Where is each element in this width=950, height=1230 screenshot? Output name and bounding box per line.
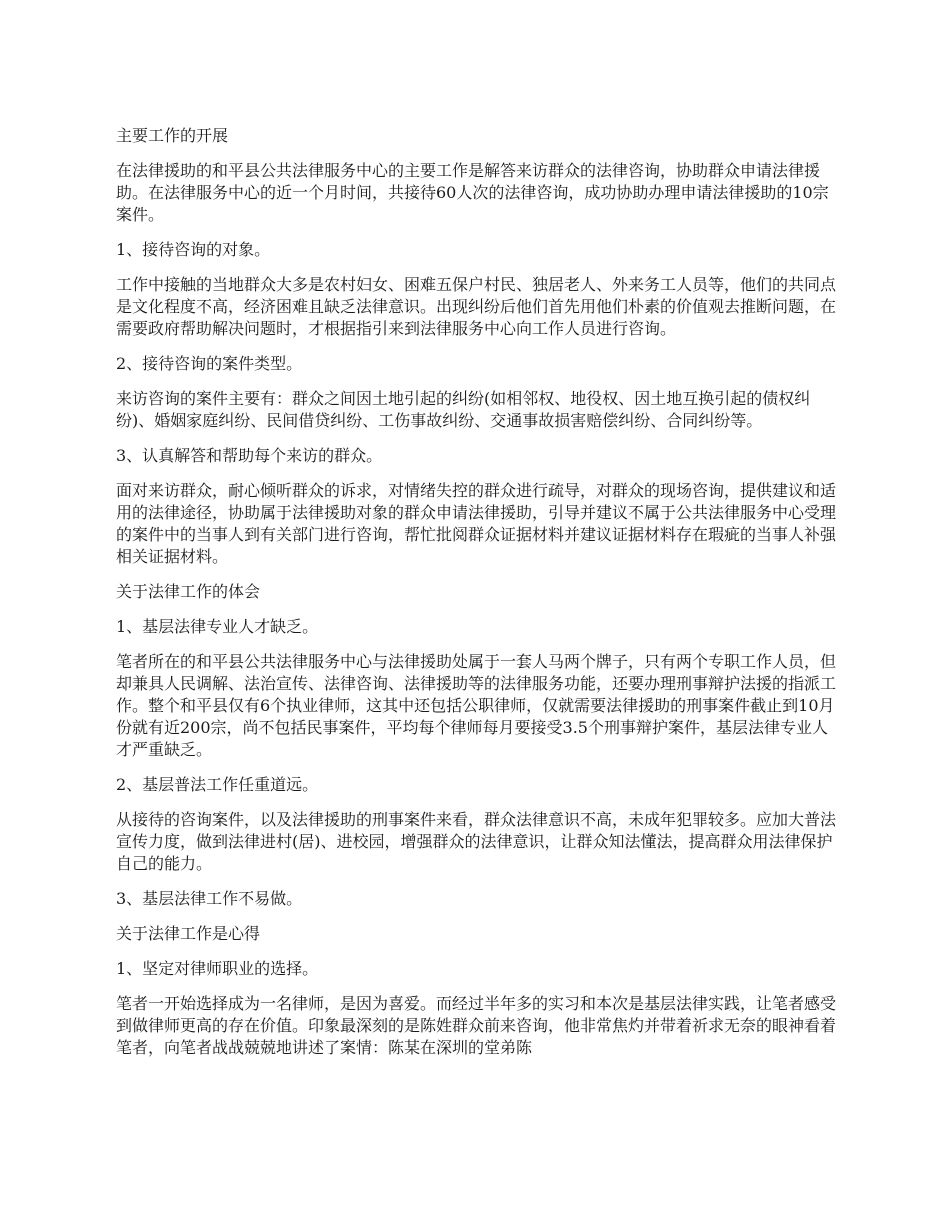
subsection-heading: 2、基层普法工作任重道远。 bbox=[116, 775, 319, 794]
section-heading: 关于法律工作是心得 bbox=[116, 924, 261, 943]
subsection-heading: 1、基层法律专业人才缺乏。 bbox=[116, 617, 319, 636]
subsection-heading: 3、基层法律工作不易做。 bbox=[116, 889, 303, 908]
document-body bbox=[116, 125, 840, 1072]
paragraph: 笔者所在的和平县公共法律服务中心与法律援助处属于一套人马两个牌子，只有两个专职工作人员，但却兼具人民调解、法治宣传、法律咨询、法律援助等的法律服务功能，还要办理刑事辩护法援的指派工作。整个和平县仅有6个执业律师，这其中还包括公职律师，仅就需要法律援助的刑事案件截止到10月份就有近200宗，尚不包括民事案件，平均每个律师每月要接受3.5个刑事辩护案件，基层法律专业人才严重缺乏。 bbox=[116, 652, 837, 759]
paragraph: 笔者一开始选择成为一名律师，是因为喜爱。而经过半年多的实习和本次是基层法律实践，让笔者感受到做律师更高的存在价值。印象最深刻的是陈姓群众前来咨询，他非常焦灼并带着祈求无奈的眼神看着笔者，向笔者战战兢兢地讲述了案情：陈某在深圳的堂弟陈 bbox=[116, 994, 837, 1057]
subsection-heading: 1、坚定对律师职业的选择。 bbox=[116, 959, 319, 978]
paragraph: 来访咨询的案件主要有：群众之间因土地引起的纠纷(如相邻权、地役权、因土地互换引起的债权纠纷)、婚姻家庭纠纷、民间借贷纠纷、工伤事故纠纷、交通事故损害赔偿纠纷、合同纠纷等。 bbox=[116, 389, 811, 430]
subsection-heading: 1、接待咨询的对象。 bbox=[116, 240, 271, 259]
paragraph: 面对来访群众，耐心倾听群众的诉求，对情绪失控的群众进行疏导，对群众的现场咨询，提供建议和适用的法律途径，协助属于法律援助对象的群众申请法律援助，引导并建议不属于公共法律服务中心受理的案件中的当事人到有关部门进行咨询，帮忙批阅群众证据材料并建议证据材料存在瑕疵的当事人补强相关证据材料。 bbox=[116, 481, 837, 566]
section-heading: 关于法律工作的体会 bbox=[116, 582, 261, 601]
paragraph: 工作中接触的当地群众大多是农村妇女、困难五保户村民、独居老人、外来务工人员等，他们的共同点是文化程度不高，经济困难且缺乏法律意识。出现纠纷后他们首先用他们朴素的价值观去推断问题，在需要政府帮助解决问题时，才根据指引来到法律服务中心向工作人员进行咨询。 bbox=[116, 275, 837, 338]
paragraph: 从接待的咨询案件，以及法律援助的刑事案件来看，群众法律意识不高，未成年犯罪较多。应加大普法宣传力度，做到法律进村(居)、进校园，增强群众的法律意识，让群众知法懂法，提高群众用法律保护自己的能力。 bbox=[116, 810, 837, 873]
section-heading: 主要工作的开展 bbox=[116, 126, 229, 145]
paragraph: 在法律援助的和平县公共法律服务中心的主要工作是解答来访群众的法律咨询，协助群众申请法律援助。在法律服务中心的近一个月时间，共接待60人次的法律咨询，成功协助办理申请法律援助的10宗案件。 bbox=[116, 161, 829, 224]
subsection-heading: 3、认真解答和帮助每个来访的群众。 bbox=[116, 446, 383, 465]
subsection-heading: 2、接待咨询的案件类型。 bbox=[116, 354, 303, 373]
